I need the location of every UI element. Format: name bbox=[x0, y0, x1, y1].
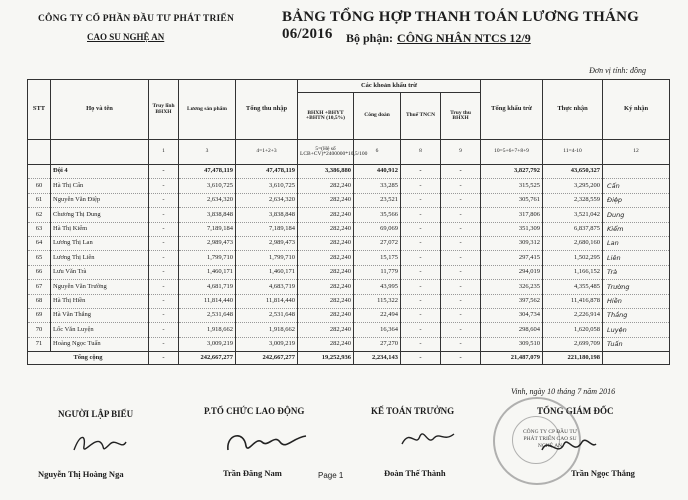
header-truy-linh: Truy lĩnh BHXH bbox=[149, 80, 179, 140]
header-luong-sp: Lương sản phẩm bbox=[179, 80, 236, 140]
total-ky-nhan bbox=[603, 352, 670, 365]
row-luong-sp: 3,009,219 bbox=[179, 337, 236, 351]
group-truy-linh: - bbox=[149, 165, 179, 179]
row-thue: - bbox=[401, 280, 441, 294]
row-truy-thu: - bbox=[441, 251, 481, 265]
index-cell bbox=[28, 140, 51, 165]
row-name: Nguyễn Văn Điệp bbox=[51, 193, 149, 207]
table-row bbox=[28, 179, 670, 193]
row-cong-doan: 11,779 bbox=[354, 265, 401, 279]
row-name: Lương Thị Lan bbox=[51, 236, 149, 250]
total-bhxh: 19,252,936 bbox=[298, 352, 354, 365]
employee-rows bbox=[28, 179, 670, 352]
header-ky-nhan: Ký nhận bbox=[603, 80, 670, 140]
row-tong-khau-tru: 297,415 bbox=[481, 251, 543, 265]
page-number: Page 1 bbox=[318, 471, 344, 480]
row-truy-thu: - bbox=[441, 323, 481, 337]
role-to-chuc: P.TỔ CHỨC LAO ĐỘNG bbox=[204, 406, 305, 416]
company-name-line1: CÔNG TY CỔ PHẦN ĐẦU TƯ PHÁT TRIỂN bbox=[38, 14, 235, 24]
row-luong-sp: 1,460,171 bbox=[179, 265, 236, 279]
row-bhxh: 282,240 bbox=[298, 337, 354, 351]
group-stt bbox=[28, 165, 51, 179]
index-row bbox=[28, 140, 670, 165]
table-row bbox=[28, 280, 670, 294]
row-bhxh: 282,240 bbox=[298, 179, 354, 193]
row-bhxh: 282,240 bbox=[298, 236, 354, 250]
row-cong-doan: 16,364 bbox=[354, 323, 401, 337]
row-tong-thu: 2,989,473 bbox=[236, 236, 298, 250]
row-truy-linh: - bbox=[149, 280, 179, 294]
total-tong-khau-tru: 21,487,079 bbox=[481, 352, 543, 365]
row-signature: Hiền bbox=[603, 294, 670, 308]
row-truy-thu: - bbox=[441, 179, 481, 193]
row-truy-thu: - bbox=[441, 236, 481, 250]
row-tong-khau-tru: 294,019 bbox=[481, 265, 543, 279]
row-truy-linh: - bbox=[149, 337, 179, 351]
row-truy-thu: - bbox=[441, 280, 481, 294]
row-bhxh: 282,240 bbox=[298, 280, 354, 294]
department-label: Bộ phận: bbox=[346, 31, 394, 45]
row-bhxh: 282,240 bbox=[298, 323, 354, 337]
row-stt: 70 bbox=[28, 323, 51, 337]
row-thue: - bbox=[401, 323, 441, 337]
table-row bbox=[28, 308, 670, 322]
row-tong-thu: 1,460,171 bbox=[236, 265, 298, 279]
row-truy-thu: - bbox=[441, 337, 481, 351]
table-row bbox=[28, 193, 670, 207]
stamp-text: CÔNG TY CP ĐẦU TƯ PHÁT TRIỂN CAO SU NGHỆ AN bbox=[522, 429, 578, 449]
total-truy-thu: - bbox=[441, 352, 481, 365]
row-thuc-nhan: 2,680,160 bbox=[543, 236, 603, 250]
row-signature: Cẩn bbox=[603, 179, 670, 193]
row-thue: - bbox=[401, 208, 441, 222]
table-row bbox=[28, 236, 670, 250]
row-thue: - bbox=[401, 265, 441, 279]
table-row bbox=[28, 208, 670, 222]
group-thue: - bbox=[401, 165, 441, 179]
row-truy-thu: - bbox=[441, 294, 481, 308]
row-luong-sp: 4,681,719 bbox=[179, 280, 236, 294]
row-cong-doan: 35,566 bbox=[354, 208, 401, 222]
group-cong-doan: 440,912 bbox=[354, 165, 401, 179]
row-truy-linh: - bbox=[149, 308, 179, 322]
header-stt: STT bbox=[28, 80, 51, 140]
row-name: Lương Thị Liên bbox=[51, 251, 149, 265]
row-stt: 69 bbox=[28, 308, 51, 322]
row-luong-sp: 2,634,320 bbox=[179, 193, 236, 207]
row-signature: Thắng bbox=[603, 308, 670, 322]
signature-ke-toan bbox=[398, 424, 458, 452]
row-luong-sp: 3,610,725 bbox=[179, 179, 236, 193]
row-tong-khau-tru: 304,734 bbox=[481, 308, 543, 322]
row-luong-sp: 3,838,848 bbox=[179, 208, 236, 222]
group-tong-thu: 47,478,119 bbox=[236, 165, 298, 179]
row-thuc-nhan: 2,226,914 bbox=[543, 308, 603, 322]
index-cell: 1 bbox=[149, 140, 179, 165]
row-bhxh: 282,240 bbox=[298, 193, 354, 207]
row-tong-khau-tru: 309,312 bbox=[481, 236, 543, 250]
row-thuc-nhan: 2,699,709 bbox=[543, 337, 603, 351]
row-thuc-nhan: 1,502,295 bbox=[543, 251, 603, 265]
row-tong-khau-tru: 326,235 bbox=[481, 280, 543, 294]
header-group-deductions: Các khoản khấu trừ bbox=[298, 80, 481, 93]
department-value: CÔNG NHÂN NTCS 12/9 bbox=[397, 31, 531, 45]
header-tong-thu: Tổng thu nhập bbox=[236, 80, 298, 140]
signature-lap-bieu bbox=[70, 428, 130, 460]
row-tong-thu: 3,838,848 bbox=[236, 208, 298, 222]
name-to-chuc: Trần Đăng Nam bbox=[223, 468, 282, 478]
row-signature: Dung bbox=[603, 208, 670, 222]
signature-to-chuc bbox=[222, 424, 312, 458]
row-truy-thu: - bbox=[441, 208, 481, 222]
row-stt: 68 bbox=[28, 294, 51, 308]
name-lap-bieu: Nguyễn Thị Hoàng Nga bbox=[38, 469, 124, 479]
role-giam-doc: TỔNG GIÁM ĐỐC bbox=[537, 406, 614, 416]
row-tong-thu: 1,918,662 bbox=[236, 323, 298, 337]
row-bhxh: 282,240 bbox=[298, 294, 354, 308]
index-cell: 3 bbox=[179, 140, 236, 165]
group-thuc-nhan: 43,650,327 bbox=[543, 165, 603, 179]
row-stt: 60 bbox=[28, 179, 51, 193]
row-signature: Kiểm bbox=[603, 222, 670, 236]
row-name: Hà Văn Thắng bbox=[51, 308, 149, 322]
row-thuc-nhan: 4,355,485 bbox=[543, 280, 603, 294]
total-row bbox=[28, 352, 670, 365]
row-truy-linh: - bbox=[149, 236, 179, 250]
row-name: Hà Thị Hiền bbox=[51, 294, 149, 308]
row-stt: 62 bbox=[28, 208, 51, 222]
total-thue: - bbox=[401, 352, 441, 365]
row-signature: Liên bbox=[603, 251, 670, 265]
row-tong-thu: 2,531,648 bbox=[236, 308, 298, 322]
row-truy-thu: - bbox=[441, 222, 481, 236]
group-bhxh: 3,386,880 bbox=[298, 165, 354, 179]
index-cell: 8 bbox=[401, 140, 441, 165]
total-tong-thu: 242,667,277 bbox=[236, 352, 298, 365]
index-cell: 10=5+6+7+8+9 bbox=[481, 140, 543, 165]
table-row bbox=[28, 265, 670, 279]
group-row bbox=[28, 165, 670, 179]
row-luong-sp: 1,918,662 bbox=[179, 323, 236, 337]
row-stt: 65 bbox=[28, 251, 51, 265]
row-name: Hà Thị Kiểm bbox=[51, 222, 149, 236]
row-cong-doan: 23,521 bbox=[354, 193, 401, 207]
row-tong-khau-tru: 298,604 bbox=[481, 323, 543, 337]
row-truy-linh: - bbox=[149, 294, 179, 308]
row-name: Lưu Văn Trà bbox=[51, 265, 149, 279]
total-label: Tổng cộng bbox=[28, 352, 149, 365]
table-row bbox=[28, 251, 670, 265]
row-thue: - bbox=[401, 294, 441, 308]
name-giam-doc: Trần Ngọc Thắng bbox=[571, 468, 635, 478]
row-tong-thu: 3,610,725 bbox=[236, 179, 298, 193]
index-cell: 5=(Hệ số LCB+CV)*2400000*10,5/100 bbox=[298, 140, 354, 165]
index-cell: 11=4-10 bbox=[543, 140, 603, 165]
row-stt: 64 bbox=[28, 236, 51, 250]
company-name-line2: CAO SU NGHỆ AN bbox=[87, 32, 165, 42]
row-cong-doan: 27,072 bbox=[354, 236, 401, 250]
row-signature: Tuấn bbox=[603, 337, 670, 351]
row-bhxh: 282,240 bbox=[298, 265, 354, 279]
row-truy-linh: - bbox=[149, 251, 179, 265]
row-signature: Điệp bbox=[603, 193, 670, 207]
row-stt: 66 bbox=[28, 265, 51, 279]
row-cong-doan: 69,069 bbox=[354, 222, 401, 236]
header-thuc-nhan: Thực nhận bbox=[543, 80, 603, 140]
row-truy-linh: - bbox=[149, 222, 179, 236]
group-tong-khau-tru: 3,827,792 bbox=[481, 165, 543, 179]
row-truy-thu: - bbox=[441, 308, 481, 322]
row-tong-thu: 4,683,719 bbox=[236, 280, 298, 294]
row-bhxh: 282,240 bbox=[298, 222, 354, 236]
row-signature: Trường bbox=[603, 280, 670, 294]
row-thue: - bbox=[401, 236, 441, 250]
header-tong-khau-tru: Tổng khấu trừ bbox=[481, 80, 543, 140]
payroll-table bbox=[27, 79, 670, 365]
table-row bbox=[28, 222, 670, 236]
row-truy-thu: - bbox=[441, 193, 481, 207]
row-stt: 61 bbox=[28, 193, 51, 207]
row-tong-khau-tru: 351,309 bbox=[481, 222, 543, 236]
group-ky-nhan bbox=[603, 165, 670, 179]
row-signature: Luyện bbox=[603, 323, 670, 337]
row-truy-linh: - bbox=[149, 208, 179, 222]
row-name: Nguyễn Văn Trường bbox=[51, 280, 149, 294]
row-thue: - bbox=[401, 179, 441, 193]
name-ke-toan: Đoàn Thế Thành bbox=[384, 468, 446, 478]
row-truy-linh: - bbox=[149, 323, 179, 337]
header-name: Họ và tên bbox=[51, 80, 149, 140]
row-tong-khau-tru: 309,510 bbox=[481, 337, 543, 351]
row-bhxh: 282,240 bbox=[298, 308, 354, 322]
row-tong-thu: 1,799,710 bbox=[236, 251, 298, 265]
row-truy-thu: - bbox=[441, 265, 481, 279]
row-cong-doan: 27,270 bbox=[354, 337, 401, 351]
group-name: Đội 4 bbox=[51, 165, 149, 179]
header-cong-doan: Công đoàn bbox=[354, 93, 401, 140]
row-tong-thu: 3,009,219 bbox=[236, 337, 298, 351]
document-title: BẢNG TỔNG HỢP THANH TOÁN LƯƠNG THÁNG 06/2016 bbox=[282, 9, 639, 42]
row-name: Chương Thị Dung bbox=[51, 208, 149, 222]
row-tong-thu: 2,634,320 bbox=[236, 193, 298, 207]
row-name: Hoàng Ngọc Tuấn bbox=[51, 337, 149, 351]
row-luong-sp: 2,531,648 bbox=[179, 308, 236, 322]
row-thuc-nhan: 3,521,042 bbox=[543, 208, 603, 222]
row-cong-doan: 15,175 bbox=[354, 251, 401, 265]
total-thuc-nhan: 221,180,198 bbox=[543, 352, 603, 365]
row-tong-khau-tru: 317,806 bbox=[481, 208, 543, 222]
row-truy-linh: - bbox=[149, 193, 179, 207]
row-luong-sp: 1,799,710 bbox=[179, 251, 236, 265]
role-lap-bieu: NGƯỜI LẬP BIỂU bbox=[58, 409, 134, 419]
row-tong-thu: 11,814,440 bbox=[236, 294, 298, 308]
header-truy-thu: Truy thu BHXH bbox=[441, 93, 481, 140]
row-bhxh: 282,240 bbox=[298, 208, 354, 222]
group-truy-thu: - bbox=[441, 165, 481, 179]
total-luong-sp: 242,667,277 bbox=[179, 352, 236, 365]
row-signature: Lan bbox=[603, 236, 670, 250]
place-date: Vinh, ngày 10 tháng 7 năm 2016 bbox=[511, 387, 616, 396]
row-thuc-nhan: 1,620,058 bbox=[543, 323, 603, 337]
row-thuc-nhan: 3,295,200 bbox=[543, 179, 603, 193]
header-thue: Thuế TNCN bbox=[401, 93, 441, 140]
row-truy-linh: - bbox=[149, 179, 179, 193]
row-thue: - bbox=[401, 222, 441, 236]
row-thuc-nhan: 1,166,152 bbox=[543, 265, 603, 279]
row-stt: 71 bbox=[28, 337, 51, 351]
row-luong-sp: 7,189,184 bbox=[179, 222, 236, 236]
table-row bbox=[28, 294, 670, 308]
row-thue: - bbox=[401, 193, 441, 207]
signature-giam-doc bbox=[538, 432, 598, 460]
index-cell: 9 bbox=[441, 140, 481, 165]
row-luong-sp: 11,814,440 bbox=[179, 294, 236, 308]
table-row bbox=[28, 337, 670, 351]
total-truy-linh: - bbox=[149, 352, 179, 365]
header-bhxh: BHXH +BHYT +BHTN (10,5%) bbox=[298, 93, 354, 140]
index-cell: 12 bbox=[603, 140, 670, 165]
total-cong-doan: 2,234,143 bbox=[354, 352, 401, 365]
row-stt: 63 bbox=[28, 222, 51, 236]
currency-unit: Đơn vị tính: đồng bbox=[589, 66, 646, 75]
index-cell: 6 bbox=[354, 140, 401, 165]
row-cong-doan: 43,995 bbox=[354, 280, 401, 294]
row-thuc-nhan: 6,837,875 bbox=[543, 222, 603, 236]
row-thue: - bbox=[401, 337, 441, 351]
row-truy-linh: - bbox=[149, 265, 179, 279]
row-cong-doan: 115,322 bbox=[354, 294, 401, 308]
row-luong-sp: 2,989,473 bbox=[179, 236, 236, 250]
row-thuc-nhan: 2,328,559 bbox=[543, 193, 603, 207]
row-tong-thu: 7,189,184 bbox=[236, 222, 298, 236]
row-tong-khau-tru: 397,562 bbox=[481, 294, 543, 308]
row-signature: Trà bbox=[603, 265, 670, 279]
role-ke-toan: KẾ TOÁN TRƯỞNG bbox=[371, 406, 455, 416]
department-line bbox=[346, 31, 531, 46]
row-tong-khau-tru: 305,761 bbox=[481, 193, 543, 207]
row-cong-doan: 22,494 bbox=[354, 308, 401, 322]
row-name: Hà Thị Cẩn bbox=[51, 179, 149, 193]
row-thue: - bbox=[401, 251, 441, 265]
row-tong-khau-tru: 315,525 bbox=[481, 179, 543, 193]
table-row bbox=[28, 323, 670, 337]
row-bhxh: 282,240 bbox=[298, 251, 354, 265]
group-luong-sp: 47,478,119 bbox=[179, 165, 236, 179]
row-thuc-nhan: 11,416,878 bbox=[543, 294, 603, 308]
row-cong-doan: 33,285 bbox=[354, 179, 401, 193]
row-name: Lốc Văn Luyện bbox=[51, 323, 149, 337]
index-cell: 4=1+2+3 bbox=[236, 140, 298, 165]
row-stt: 67 bbox=[28, 280, 51, 294]
index-cell bbox=[51, 140, 149, 165]
row-thue: - bbox=[401, 308, 441, 322]
